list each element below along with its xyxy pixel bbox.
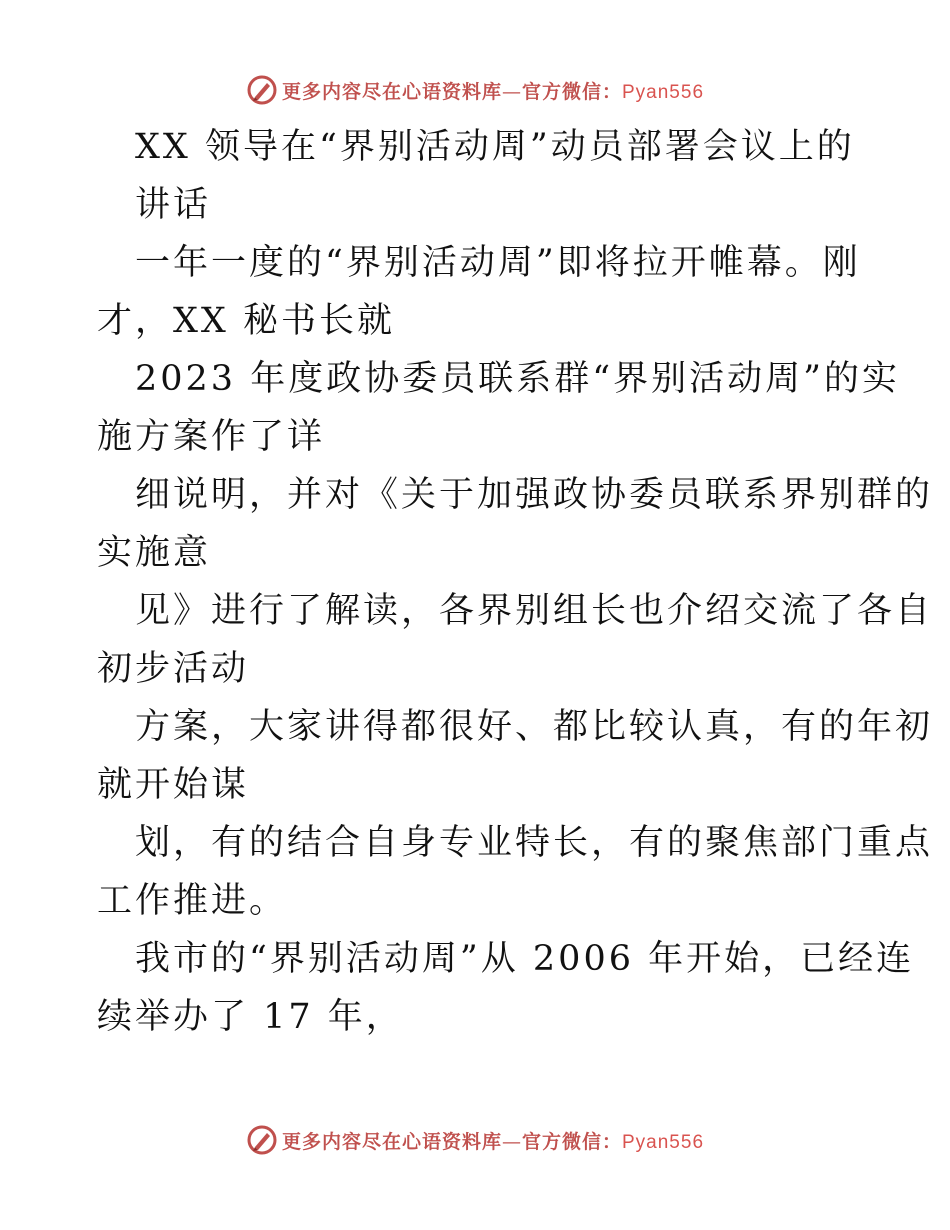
pen-logo-icon (246, 1124, 278, 1156)
text-line: 见》进行了解读，各界别组长也介绍交流了各自 (135, 591, 934, 631)
text-line: XX 领导在“界别活动周”动员部署会议上的 (135, 127, 855, 167)
text-line: 2023 年度政协委员联系群“界别活动周”的实 (135, 359, 900, 399)
footer-watermark-banner (0, 1120, 950, 1160)
text-line: 才，XX 秘书长就 (97, 301, 395, 341)
text-line: 施方案作了详 (97, 417, 326, 457)
text-line: 工作推进。 (97, 881, 288, 921)
banner-text: 更多内容尽在心语资料库—官方微信：Pyan556 (281, 80, 705, 103)
text-line: 就开始谋 (97, 765, 250, 805)
text-line: 讲话 (135, 185, 212, 225)
header-watermark-banner (0, 70, 950, 110)
text-line: 续举办了 17 年， (97, 997, 404, 1037)
text-line: 一年一度的“界别活动周”即将拉开帷幕。刚 (135, 243, 861, 283)
text-line: 实施意 (97, 533, 212, 573)
banner-text: 更多内容尽在心语资料库—官方微信：Pyan556 (281, 1130, 705, 1153)
text-line: 细说明，并对《关于加强政协委员联系界别群的 (135, 475, 934, 515)
pen-logo-icon (246, 74, 278, 106)
document-body (97, 118, 934, 1046)
text-line: 初步活动 (97, 649, 250, 689)
text-line: 划，有的结合自身专业特长，有的聚焦部门重点 (135, 823, 934, 863)
text-line: 方案，大家讲得都很好、都比较认真，有的年初 (135, 707, 934, 747)
text-line: 我市的“界别活动周”从 2006 年开始，已经连 (135, 939, 915, 979)
